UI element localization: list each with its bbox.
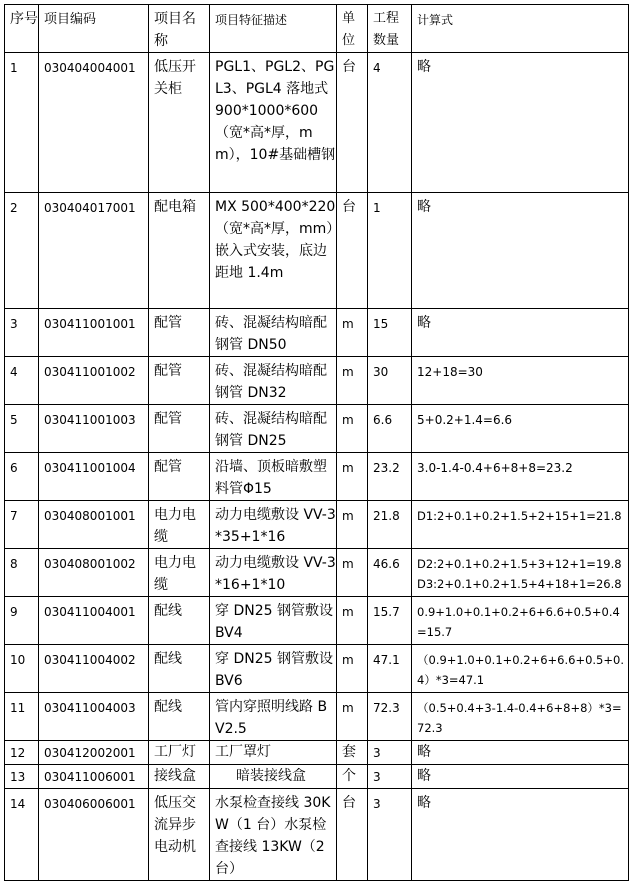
cell-no: 7 bbox=[5, 501, 39, 549]
cell-code: 030408001001 bbox=[39, 501, 149, 549]
cell-calc: 略 bbox=[412, 53, 629, 193]
cell-calc: 略 bbox=[412, 789, 629, 881]
cell-unit: 个 bbox=[337, 765, 368, 789]
cell-desc: PGL1、PGL2、PGL3、PGL4 落地式 900*1000*600（宽*高*厚，mm），10#基础槽钢 bbox=[210, 53, 337, 193]
cell-no: 13 bbox=[5, 765, 39, 789]
cell-calc: 略 bbox=[412, 765, 629, 789]
table-row bbox=[5, 597, 629, 645]
cell-unit: m bbox=[337, 357, 368, 405]
cell-calc: 略 bbox=[412, 741, 629, 765]
cell-name: 低压交流异步电动机 bbox=[149, 789, 210, 881]
cell-code: 030406006001 bbox=[39, 789, 149, 881]
cell-desc: 暗装接线盒 bbox=[210, 765, 337, 789]
header-qty: 工程数量 bbox=[368, 5, 412, 53]
cell-no: 8 bbox=[5, 549, 39, 597]
cell-code: 030411004001 bbox=[39, 597, 149, 645]
cell-name: 电力电缆 bbox=[149, 501, 210, 549]
table-row bbox=[5, 549, 629, 597]
cell-calc: D2:2+0.1+0.2+1.5+3+12+1=19.8 D3:2+0.1+0.2+1.5+4+18+1=26.8 bbox=[412, 549, 629, 597]
cell-unit: m bbox=[337, 549, 368, 597]
cell-qty: 6.6 bbox=[368, 405, 412, 453]
cell-desc: 穿 DN25 钢管敷设 BV6 bbox=[210, 645, 337, 693]
table-row bbox=[5, 645, 629, 693]
cell-calc: （0.5+0.4+3-1.4-0.4+6+8+8）*3=72.3 bbox=[412, 693, 629, 741]
cell-name: 配管 bbox=[149, 309, 210, 357]
cell-name: 低压开关柜 bbox=[149, 53, 210, 193]
cell-no: 1 bbox=[5, 53, 39, 193]
cell-unit: m bbox=[337, 645, 368, 693]
cell-name: 电力电缆 bbox=[149, 549, 210, 597]
engineering-quantity-table bbox=[4, 4, 629, 881]
cell-desc: 穿 DN25 钢管敷设 BV4 bbox=[210, 597, 337, 645]
cell-code: 030411004002 bbox=[39, 645, 149, 693]
table-row bbox=[5, 693, 629, 741]
cell-qty: 23.2 bbox=[368, 453, 412, 501]
cell-name: 工厂灯 bbox=[149, 741, 210, 765]
cell-desc: 工厂罩灯 bbox=[210, 741, 337, 765]
cell-qty: 4 bbox=[368, 53, 412, 193]
table-row bbox=[5, 193, 629, 309]
cell-unit: m bbox=[337, 405, 368, 453]
cell-name: 配管 bbox=[149, 357, 210, 405]
cell-unit: m bbox=[337, 309, 368, 357]
cell-qty: 3 bbox=[368, 789, 412, 881]
cell-no: 6 bbox=[5, 453, 39, 501]
cell-code: 030411001004 bbox=[39, 453, 149, 501]
cell-code: 030408001002 bbox=[39, 549, 149, 597]
header-desc: 项目特征描述 bbox=[210, 5, 337, 53]
cell-code: 030411006001 bbox=[39, 765, 149, 789]
table-row bbox=[5, 309, 629, 357]
cell-no: 12 bbox=[5, 741, 39, 765]
cell-name: 配管 bbox=[149, 405, 210, 453]
cell-calc: 略 bbox=[412, 309, 629, 357]
cell-desc: 管内穿照明线路 BV2.5 bbox=[210, 693, 337, 741]
cell-unit: 套 bbox=[337, 741, 368, 765]
cell-desc: 沿墙、顶板暗敷塑料管Φ15 bbox=[210, 453, 337, 501]
cell-code: 030411001002 bbox=[39, 357, 149, 405]
cell-qty: 72.3 bbox=[368, 693, 412, 741]
cell-unit: 台 bbox=[337, 193, 368, 309]
cell-code: 030404004001 bbox=[39, 53, 149, 193]
cell-calc: 5+0.2+1.4=6.6 bbox=[412, 405, 629, 453]
header-unit: 单位 bbox=[337, 5, 368, 53]
cell-qty: 1 bbox=[368, 193, 412, 309]
table-row bbox=[5, 405, 629, 453]
cell-desc: 砖、混凝结构暗配钢管 DN32 bbox=[210, 357, 337, 405]
cell-qty: 15 bbox=[368, 309, 412, 357]
cell-no: 9 bbox=[5, 597, 39, 645]
cell-no: 10 bbox=[5, 645, 39, 693]
cell-qty: 47.1 bbox=[368, 645, 412, 693]
cell-unit: 台 bbox=[337, 53, 368, 193]
cell-qty: 15.7 bbox=[368, 597, 412, 645]
cell-desc: 水泵检查接线 30KW（1 台）水泵检查接线 13KW（2 台） bbox=[210, 789, 337, 881]
cell-calc: （0.9+1.0+0.1+0.2+6+6.6+0.5+0.4）*3=47.1 bbox=[412, 645, 629, 693]
cell-calc: 12+18=30 bbox=[412, 357, 629, 405]
cell-no: 14 bbox=[5, 789, 39, 881]
cell-qty: 46.6 bbox=[368, 549, 412, 597]
cell-calc: D1:2+0.1+0.2+1.5+2+15+1=21.8 bbox=[412, 501, 629, 549]
header-row bbox=[5, 5, 629, 53]
cell-qty: 30 bbox=[368, 357, 412, 405]
cell-qty: 21.8 bbox=[368, 501, 412, 549]
header-name: 项目名称 bbox=[149, 5, 210, 53]
table-row bbox=[5, 357, 629, 405]
header-calc: 计算式 bbox=[412, 5, 629, 53]
cell-calc: 0.9+1.0+0.1+0.2+6+6.6+0.5+0.4=15.7 bbox=[412, 597, 629, 645]
cell-code: 030404017001 bbox=[39, 193, 149, 309]
cell-calc: 略 bbox=[412, 193, 629, 309]
cell-code: 030411001001 bbox=[39, 309, 149, 357]
cell-desc: 动力电缆敷设 VV-3*16+1*10 bbox=[210, 549, 337, 597]
cell-name: 接线盒 bbox=[149, 765, 210, 789]
table-row bbox=[5, 453, 629, 501]
cell-name: 配线 bbox=[149, 693, 210, 741]
cell-no: 4 bbox=[5, 357, 39, 405]
cell-name: 配线 bbox=[149, 645, 210, 693]
cell-desc: 砖、混凝结构暗配钢管 DN25 bbox=[210, 405, 337, 453]
cell-no: 3 bbox=[5, 309, 39, 357]
cell-no: 11 bbox=[5, 693, 39, 741]
cell-unit: m bbox=[337, 453, 368, 501]
cell-name: 配电箱 bbox=[149, 193, 210, 309]
table-row bbox=[5, 53, 629, 193]
cell-qty: 3 bbox=[368, 765, 412, 789]
cell-code: 030411004003 bbox=[39, 693, 149, 741]
cell-name: 配管 bbox=[149, 453, 210, 501]
cell-calc: 3.0-1.4-0.4+6+8+8=23.2 bbox=[412, 453, 629, 501]
table-row bbox=[5, 741, 629, 765]
cell-code: 030411001003 bbox=[39, 405, 149, 453]
cell-no: 5 bbox=[5, 405, 39, 453]
cell-no: 2 bbox=[5, 193, 39, 309]
header-code: 项目编码 bbox=[39, 5, 149, 53]
cell-unit: 台 bbox=[337, 789, 368, 881]
table-row bbox=[5, 765, 629, 789]
cell-unit: m bbox=[337, 693, 368, 741]
cell-desc: 砖、混凝结构暗配钢管 DN50 bbox=[210, 309, 337, 357]
cell-desc: MX 500*400*220（宽*高*厚，mm）嵌入式安装，底边距地 1.4m bbox=[210, 193, 337, 309]
cell-name: 配线 bbox=[149, 597, 210, 645]
cell-unit: m bbox=[337, 501, 368, 549]
cell-desc: 动力电缆敷设 VV-3*35+1*16 bbox=[210, 501, 337, 549]
cell-unit: m bbox=[337, 597, 368, 645]
cell-qty: 3 bbox=[368, 741, 412, 765]
cell-code: 030412002001 bbox=[39, 741, 149, 765]
header-no: 序号 bbox=[5, 5, 39, 53]
table-row bbox=[5, 501, 629, 549]
